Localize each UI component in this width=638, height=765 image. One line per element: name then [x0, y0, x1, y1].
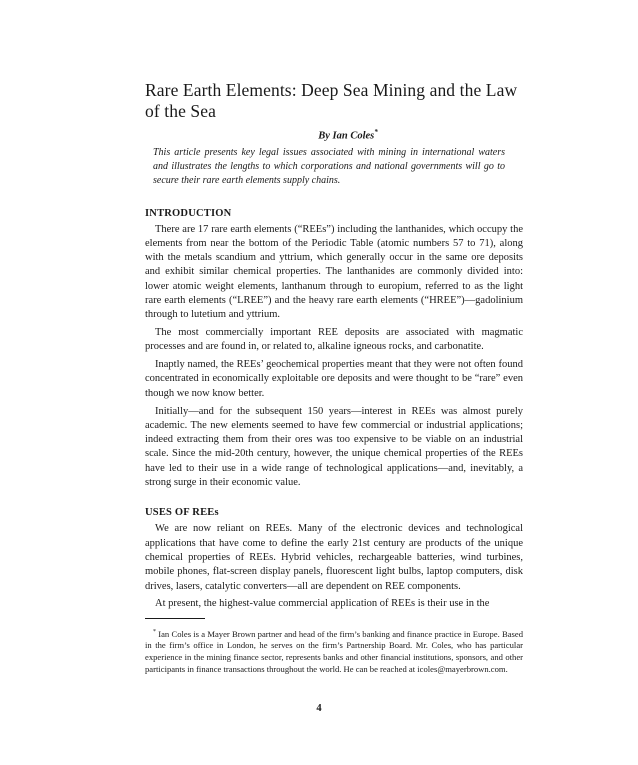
paragraph: Inaptly named, the REEs’ geochemical properties meant that they were not often found concentrated in economically exploitable ore deposits and were thought to be “rare” even though we now know better. — [145, 359, 523, 399]
footnote-mark: * — [153, 628, 156, 635]
paragraph: At present, the highest-value commercial application of REEs is their use in the — [155, 598, 490, 610]
footnote-text: Ian Coles is a Mayer Brown partner and head of the firm’s banking and finance practice in Europe. Based in the firm’s office in London, he serves on the firm’s Partnership Board. Mr. Coles, who has particular experience in the mining finance sector, represents banks and other financial institutions, sponsors, and other participants in finance transactions throughout the world. He can be reached at icoles@mayerbrown.com. — [145, 628, 523, 675]
section-heading-uses-of-rees: USES OF REEs — [145, 507, 219, 519]
paragraph: The most commercially important REE deposits are associated with magmatic processes and are found in, or related to, alkaline igneous rocks, and carbonatite. — [145, 327, 523, 353]
page-number: 4 — [316, 703, 322, 714]
article-page — [145, 80, 523, 675]
byline — [145, 126, 523, 143]
footnote — [145, 626, 523, 676]
article-abstract: This article presents key legal issues associated with mining in international waters and illustrates the lengths to which corporations and national governments will go to secure their rare earth elements supply chains. — [153, 146, 505, 186]
paragraph: Initially—and for the subsequent 150 years—interest in REEs was almost purely academic. The new elements seemed to have few commercial or industrial applications; indeed extracting them from their ores was too expensive to be viable on an industrial scale. Since the mid-20th century, however, the unique chemical properties of the REEs have led to their use in a wide range of technological applications—and, inevitably, a strong surge in their economic value. — [145, 405, 523, 489]
paragraph: There are 17 rare earth elements (“REEs”) including the lanthanides, which occupy the elements from near the bottom of the Periodic Table (atomic numbers 57 to 71), along with the metals scandium and yttrium, which generally occur in the same ore deposits and exhibit similar chemical properties. The lanthanides are commonly divided into: lower atomic weight elements, lanthanum through to europium, referred to as the light rare earth elements (“LREE”) and the heavy rare earth elements (“HREE”)—gadolinium through to lutetium and yttrium. — [145, 223, 523, 321]
byline-footnote-mark: * — [374, 128, 378, 136]
article-title: Rare Earth Elements: Deep Sea Mining and the Law of the Sea — [145, 80, 518, 121]
paragraph: We are now reliant on REEs. Many of the electronic devices and technological applications that have come to define the early 21st century are products of the unique chemical properties of REEs. Hybrid vehicles, rechargeable batteries, wind turbines, mobile phones, flat-screen display panels, fluorescent light bulbs, laptop computers, disk drives, lasers, catalytic converters—all are dependent on REE components. — [145, 523, 523, 592]
footnote-divider — [145, 618, 205, 619]
section-heading-introduction: INTRODUCTION — [145, 207, 232, 219]
author-name: By Ian Coles — [318, 130, 375, 142]
